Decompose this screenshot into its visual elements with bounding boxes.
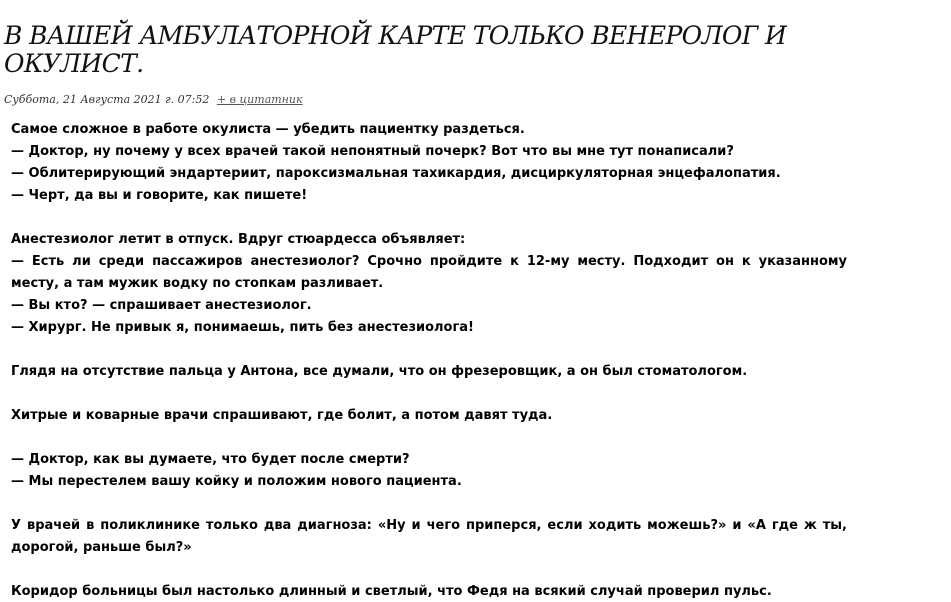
joke-line: — Вы кто? — спрашивает анестезиолог.	[11, 298, 312, 313]
joke	[11, 361, 847, 383]
joke-line: — Хирург. Не привык я, понимаешь, пить без анестезиолога!	[11, 320, 474, 335]
joke-line: У врачей в поликлинике только два диагноза: «Ну и чего приперся, если ходить можешь?» и «А где ж ты, дорогой, раньше был?»	[11, 518, 847, 555]
joke-line: Самое сложное в работе окулиста — убедить пациентку раздеться.	[11, 122, 525, 137]
joke-line: Коридор больницы был настолько длинный и светлый, что Федя на всякий случай проверил пульс.	[11, 584, 772, 599]
joke	[11, 119, 847, 207]
joke-line: — Облитерирующий эндартериит, пароксизмальная тахикардия, дисциркуляторная энцефалопатия.	[11, 166, 781, 181]
post-title: В ВАШЕЙ АМБУЛАТОРНОЙ КАРТЕ ТОЛЬКО ВЕНЕРОЛОГ И ОКУЛИСТ.	[4, 21, 787, 78]
joke-line: Хитрые и коварные врачи спрашивают, где болит, а потом давят туда.	[11, 408, 553, 423]
post-date: Суббота, 21 Августа 2021 г. 07:52	[4, 93, 210, 106]
joke-line: Глядя на отсутствие пальца у Антона, все думали, что он фрезеровщик, а он был стоматологом.	[11, 364, 748, 379]
joke-line: — Мы перестелем вашу койку и положим нового пациента.	[11, 474, 462, 489]
joke-line: — Черт, да вы и говорите, как пишете!	[11, 188, 308, 203]
post-body	[11, 119, 847, 602]
joke	[11, 581, 847, 602]
joke	[11, 405, 847, 427]
joke	[11, 229, 847, 339]
post-meta	[4, 92, 303, 108]
joke	[11, 515, 847, 559]
joke-line: — Доктор, ну почему у всех врачей такой непонятный почерк? Вот что вы мне тут понаписали?	[11, 144, 734, 159]
joke-line: Анестезиолог летит в отпуск. Вдруг стюардесса объявляет:	[11, 232, 466, 247]
add-to-quotebook-link[interactable]: + в цитатник	[216, 93, 303, 106]
joke-line: — Есть ли среди пассажиров анестезиолог? Срочно пройдите к 12-му месту. Подходит он к указанному месту, а там мужик водку по стопкам разливает.	[11, 254, 847, 291]
joke	[11, 449, 847, 493]
joke-line: — Доктор, как вы думаете, что будет после смерти?	[11, 452, 410, 467]
